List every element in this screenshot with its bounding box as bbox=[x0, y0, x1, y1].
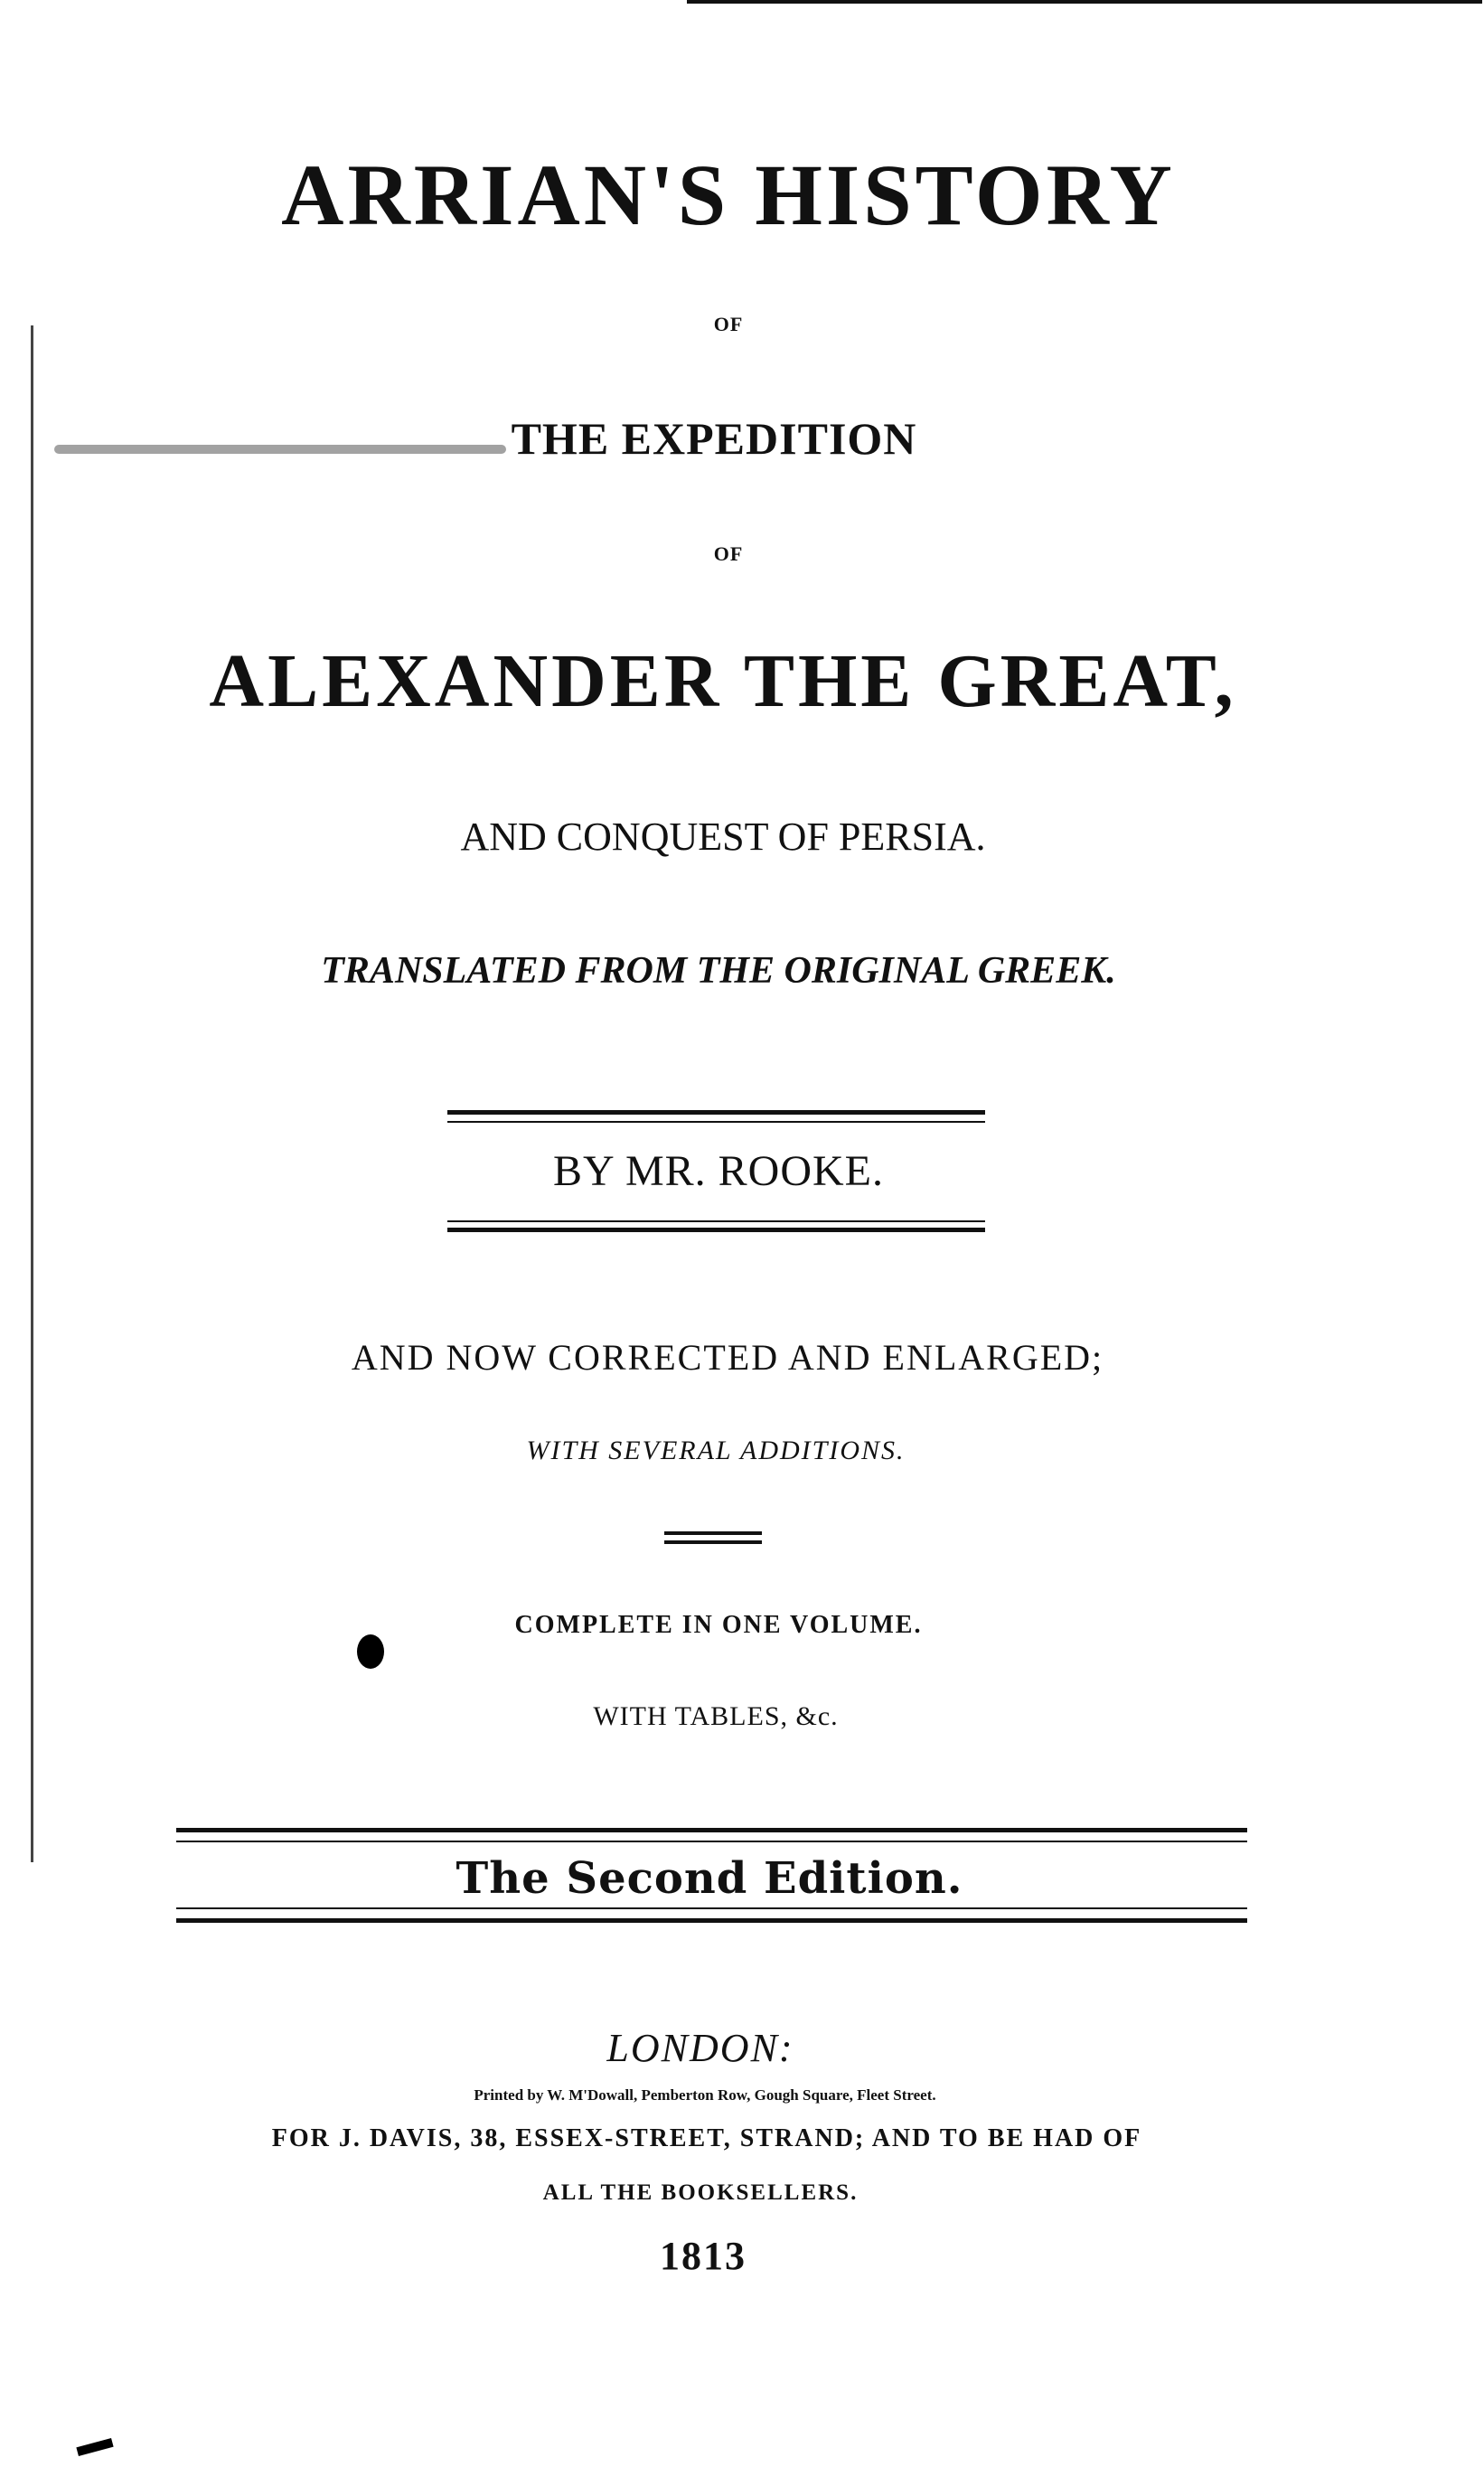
author-rule-bottom-thin bbox=[447, 1220, 985, 1222]
complete-line: COMPLETE IN ONE VOLUME. bbox=[514, 1611, 923, 1639]
corner-ink-mark bbox=[76, 2438, 113, 2456]
of-connector-2: OF bbox=[713, 542, 744, 565]
title-line-1: ARRIAN'S HISTORY bbox=[281, 146, 1176, 243]
title-line-2: THE EXPEDITION bbox=[511, 413, 917, 464]
corrected-line: AND NOW CORRECTED AND ENLARGED; bbox=[351, 1337, 1104, 1378]
edition-rule-top-thin bbox=[176, 1841, 1247, 1842]
edition-rule-bottom-thick bbox=[176, 1918, 1247, 1923]
edition-rule-bottom-thin bbox=[176, 1907, 1247, 1909]
edition-line: The Second Edition. bbox=[456, 1853, 963, 1904]
author-rule-bottom-thick bbox=[447, 1228, 985, 1232]
ink-smudge bbox=[54, 445, 506, 454]
tables-line: WITH TABLES, &c. bbox=[593, 1701, 839, 1731]
author-rule-top-thick bbox=[447, 1110, 985, 1115]
author-rule-top-thin bbox=[447, 1121, 985, 1123]
short-rule-top bbox=[664, 1531, 762, 1535]
top-edge-rule bbox=[687, 0, 1482, 4]
imprint-city: LONDON: bbox=[606, 2026, 794, 2070]
translated-line: TRANSLATED FROM THE ORIGINAL GREEK. bbox=[321, 950, 1116, 992]
publisher-line-1: FOR J. DAVIS, 38, ESSEX-STREET, STRAND; AND TO BE HAD OF bbox=[271, 2124, 1142, 2152]
publisher-line-2: ALL THE BOOKSELLERS. bbox=[542, 2180, 859, 2205]
edition-rule-top-thick bbox=[176, 1828, 1247, 1832]
of-connector-1: OF bbox=[713, 313, 744, 335]
left-margin-line bbox=[31, 325, 33, 1862]
printer-line: Printed by W. M'Dowall, Pemberton Row, Gough Square, Fleet Street. bbox=[474, 2086, 936, 2104]
ink-blot bbox=[357, 1634, 384, 1669]
imprint-year: 1813 bbox=[660, 2234, 747, 2278]
additions-line: WITH SEVERAL ADDITIONS. bbox=[526, 1436, 906, 1465]
short-rule-bottom bbox=[664, 1540, 762, 1544]
subtitle: AND CONQUEST OF PERSIA. bbox=[460, 814, 986, 859]
author-line: BY MR. ROOKE. bbox=[553, 1147, 884, 1195]
title-line-3: ALEXANDER THE GREAT, bbox=[209, 639, 1237, 723]
